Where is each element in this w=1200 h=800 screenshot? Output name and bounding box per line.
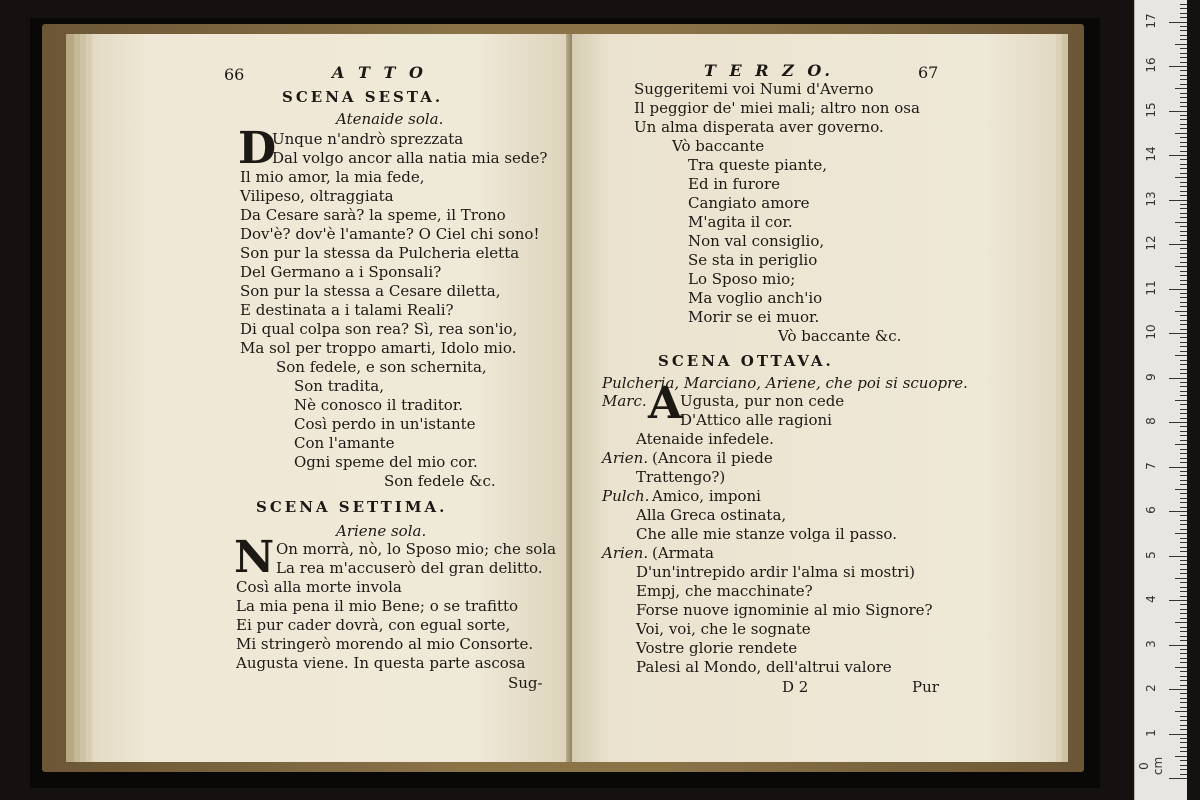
ruler-number: 8 bbox=[1144, 417, 1158, 425]
ruler-tick bbox=[1180, 760, 1187, 761]
ruler-tick bbox=[1180, 262, 1187, 263]
ruler-tick bbox=[1180, 716, 1187, 717]
ruler-tick bbox=[1180, 186, 1187, 187]
ruler-tick bbox=[1180, 195, 1187, 196]
ruler-tick bbox=[1180, 119, 1187, 120]
aria-line: Cangiato amore bbox=[688, 194, 810, 212]
aria-line: Son fedele, e son schernita, bbox=[276, 358, 487, 376]
aria-line: Ma voglio anch'io bbox=[688, 289, 823, 307]
ruler-tick bbox=[1180, 302, 1187, 303]
ruler-tick bbox=[1180, 493, 1187, 494]
ruler-tick bbox=[1175, 177, 1187, 178]
ruler-tick bbox=[1180, 484, 1187, 485]
aria-line: Così perdo in un'istante bbox=[294, 415, 476, 433]
scene6-title: SCENA SESTA. bbox=[282, 88, 444, 106]
scene7-line: Augusta viene. In questa parte ascosa bbox=[236, 654, 526, 672]
ruler-tick bbox=[1180, 231, 1187, 232]
ruler-number: 14 bbox=[1144, 146, 1158, 162]
ruler-tick bbox=[1180, 676, 1187, 677]
left-catchword: Sug- bbox=[508, 674, 543, 692]
ruler-tick bbox=[1180, 649, 1187, 650]
ruler-number: 4 bbox=[1144, 595, 1158, 603]
dialogue-line: Trattengo?) bbox=[636, 468, 726, 486]
ruler-tick bbox=[1180, 542, 1187, 543]
ruler-tick bbox=[1180, 507, 1187, 508]
ruler-tick bbox=[1180, 671, 1187, 672]
ruler-tick bbox=[1180, 351, 1187, 352]
ruler-tick bbox=[1180, 591, 1187, 592]
scene8-cast: Pulcheria, Marciano, Ariene, che poi si scuopre. bbox=[602, 374, 968, 392]
aria-line: Tra queste piante, bbox=[688, 156, 828, 174]
scene6-line: E destinata a i talami Reali? bbox=[240, 301, 454, 319]
ruler-tick bbox=[1180, 280, 1187, 281]
ruler-tick bbox=[1180, 115, 1187, 116]
ruler-tick bbox=[1175, 355, 1187, 356]
ruler-tick bbox=[1180, 373, 1187, 374]
ruler-tick bbox=[1180, 248, 1187, 249]
ruler-tick bbox=[1180, 653, 1187, 654]
ruler-tick bbox=[1169, 689, 1187, 690]
ruler-tick bbox=[1180, 418, 1187, 419]
ruler-tick bbox=[1180, 658, 1187, 659]
ruler-tick bbox=[1169, 600, 1187, 601]
dialogue-line: Amico, imponi bbox=[652, 487, 761, 505]
ruler-number: 2 bbox=[1144, 684, 1158, 692]
ruler-tick bbox=[1180, 520, 1187, 521]
ruler-tick bbox=[1180, 53, 1187, 54]
ruler-tick bbox=[1180, 569, 1187, 570]
ruler-tick bbox=[1180, 435, 1187, 436]
ruler-tick bbox=[1169, 734, 1187, 735]
ruler-tick bbox=[1180, 498, 1187, 499]
ruler-tick bbox=[1180, 680, 1187, 681]
aria-line: Vò baccante bbox=[672, 137, 765, 155]
ruler-tick bbox=[1180, 226, 1187, 227]
ruler-tick bbox=[1180, 257, 1187, 258]
ruler-tick bbox=[1169, 333, 1187, 334]
ruler-tick bbox=[1180, 613, 1187, 614]
scene6-line: Vilipeso, oltraggiata bbox=[240, 187, 394, 205]
ruler-number: 5 bbox=[1144, 550, 1158, 559]
ruler-tick bbox=[1175, 444, 1187, 445]
scene7-line: La mia pena il mio Bene; o se trafitto bbox=[236, 597, 519, 615]
ruler-tick bbox=[1169, 22, 1187, 23]
ruler-tick bbox=[1180, 475, 1187, 476]
dialogue-line: Empj, che macchinate? bbox=[636, 582, 813, 600]
scene6-line: Son pur la stessa da Pulcheria eletta bbox=[240, 244, 520, 262]
ruler-tick bbox=[1180, 471, 1187, 472]
right-running-head: T E R Z O. bbox=[704, 61, 834, 80]
ruler-tick bbox=[1169, 155, 1187, 156]
ruler-tick bbox=[1175, 44, 1187, 45]
ruler-tick bbox=[1180, 346, 1187, 347]
ruler-tick bbox=[1180, 587, 1187, 588]
ruler-tick bbox=[1175, 489, 1187, 490]
aria-line: Non val consiglio, bbox=[688, 232, 825, 250]
ruler-tick bbox=[1169, 200, 1187, 201]
speaker-arien: Arien. bbox=[602, 449, 649, 467]
ruler-tick bbox=[1180, 609, 1187, 610]
ruler-tick bbox=[1180, 275, 1187, 276]
ruler-tick bbox=[1180, 124, 1187, 125]
ruler-tick bbox=[1180, 191, 1187, 192]
ruler-tick bbox=[1169, 556, 1187, 557]
ruler-tick bbox=[1180, 128, 1187, 129]
aria-line: M'agita il cor. bbox=[688, 213, 793, 231]
ruler-tick bbox=[1180, 564, 1187, 565]
ruler-tick bbox=[1180, 769, 1187, 770]
aria-refrain: Son fedele &c. bbox=[384, 472, 496, 490]
dialogue-line: Alla Greca ostinata, bbox=[636, 506, 787, 524]
ruler-tick bbox=[1180, 137, 1187, 138]
ruler-number: 15 bbox=[1144, 101, 1158, 118]
verse-line: Il peggior de' miei mali; altro non osa bbox=[634, 99, 920, 117]
ruler-tick bbox=[1180, 720, 1187, 721]
ruler-number: 7 bbox=[1144, 461, 1158, 470]
ruler-tick bbox=[1180, 35, 1187, 36]
left-page bbox=[92, 34, 570, 762]
scene7-title: SCENA SETTIMA. bbox=[256, 498, 448, 516]
ruler-number: 10 bbox=[1144, 324, 1158, 340]
ruler-tick bbox=[1180, 573, 1187, 574]
ruler-tick bbox=[1180, 515, 1187, 516]
ruler-tick bbox=[1180, 84, 1187, 85]
ruler-tick bbox=[1180, 382, 1187, 383]
ruler-number: 13 bbox=[1144, 190, 1158, 207]
scene7-speaker: Ariene sola. bbox=[336, 522, 427, 540]
ruler-tick bbox=[1180, 204, 1187, 205]
ruler-tick bbox=[1169, 111, 1187, 112]
ruler-tick bbox=[1180, 271, 1187, 272]
ruler-tick bbox=[1180, 337, 1187, 338]
scene7-line: Mi stringerò morendo al mio Consorte. bbox=[236, 635, 534, 653]
ruler-number: 11 bbox=[1144, 279, 1158, 296]
speaker-pulch: Pulch. bbox=[602, 487, 650, 505]
dialogue-line: Voi, voi, che le sognate bbox=[636, 620, 811, 638]
ruler-tick bbox=[1180, 774, 1187, 775]
ruler-tick bbox=[1180, 13, 1187, 14]
ruler-tick bbox=[1180, 182, 1187, 183]
aria-line: Con l'amante bbox=[294, 434, 395, 452]
ruler-tick bbox=[1180, 440, 1187, 441]
ruler-tick bbox=[1180, 342, 1187, 343]
ruler-number: 9 bbox=[1144, 372, 1158, 381]
scene8-title: SCENA OTTAVA. bbox=[658, 352, 834, 370]
ruler-tick bbox=[1175, 311, 1187, 312]
measuring-ruler bbox=[1134, 0, 1187, 800]
ruler-tick bbox=[1180, 631, 1187, 632]
scene7-drop-cap: N bbox=[234, 532, 275, 583]
ruler-tick bbox=[1180, 751, 1187, 752]
ruler-tick bbox=[1180, 502, 1187, 503]
ruler-tick bbox=[1180, 449, 1187, 450]
ruler-tick bbox=[1180, 146, 1187, 147]
scene7-line: On morrà, nò, lo Sposo mio; che sola bbox=[276, 540, 557, 558]
ruler-tick bbox=[1180, 297, 1187, 298]
ruler-tick bbox=[1180, 524, 1187, 525]
ruler-tick bbox=[1180, 431, 1187, 432]
ruler-tick bbox=[1180, 151, 1187, 152]
ruler-tick bbox=[1180, 395, 1187, 396]
ruler-tick bbox=[1169, 467, 1187, 468]
scene7-line: Così alla morte involа bbox=[236, 578, 402, 596]
ruler-tick bbox=[1180, 538, 1187, 539]
ruler-tick bbox=[1180, 159, 1187, 160]
ruler-tick bbox=[1180, 306, 1187, 307]
aria-line: Morir se ei muor. bbox=[688, 308, 820, 326]
ruler-tick bbox=[1180, 8, 1187, 9]
verse-line: Suggeritemi voi Numi d'Averno bbox=[634, 80, 874, 98]
ruler-tick bbox=[1180, 386, 1187, 387]
ruler-tick bbox=[1180, 324, 1187, 325]
signature-mark: D 2 bbox=[782, 678, 809, 696]
ruler-tick bbox=[1175, 533, 1187, 534]
ruler-tick bbox=[1180, 240, 1187, 241]
ruler-number: 1 bbox=[1144, 728, 1158, 737]
ruler-tick bbox=[1180, 79, 1187, 80]
ruler-tick bbox=[1180, 235, 1187, 236]
ruler-tick bbox=[1180, 698, 1187, 699]
aria-line: Son tradita, bbox=[294, 377, 385, 395]
ruler-number: 17 bbox=[1144, 12, 1158, 29]
ruler-tick bbox=[1180, 413, 1187, 414]
scene6-line: Da Cesare sarà? la speme, il Trono bbox=[240, 206, 506, 224]
scene6-line: Del Germano a i Sponsali? bbox=[240, 263, 442, 281]
ruler-tick bbox=[1180, 453, 1187, 454]
ruler-tick bbox=[1180, 173, 1187, 174]
ruler-tick bbox=[1180, 164, 1187, 165]
ruler-tick bbox=[1169, 422, 1187, 423]
scene6-line: Di qual colpa son rea? Sì, rea son'io, bbox=[240, 320, 518, 338]
ruler-tick bbox=[1175, 756, 1187, 757]
ruler-tick bbox=[1180, 729, 1187, 730]
ruler-tick bbox=[1180, 662, 1187, 663]
scene6-drop-cap: D bbox=[238, 123, 277, 174]
ruler-tick bbox=[1180, 293, 1187, 294]
ruler-tick bbox=[1180, 75, 1187, 76]
aria-refrain: Vò baccante &c. bbox=[778, 327, 902, 345]
ruler-tick bbox=[1180, 685, 1187, 686]
ruler-tick bbox=[1180, 57, 1187, 58]
ruler-tick bbox=[1180, 529, 1187, 530]
scene6-speaker: Atenaide sola. bbox=[336, 110, 444, 128]
aria-line: Ogni speme del mio cor. bbox=[294, 453, 478, 471]
ruler-tick bbox=[1180, 604, 1187, 605]
ruler-tick bbox=[1180, 329, 1187, 330]
ruler-unit-label: 0 cm bbox=[1137, 756, 1165, 776]
ruler-tick bbox=[1180, 26, 1187, 27]
ruler-tick bbox=[1180, 168, 1187, 169]
ruler-tick bbox=[1169, 511, 1187, 512]
ruler-tick bbox=[1180, 618, 1187, 619]
ruler-tick bbox=[1175, 400, 1187, 401]
scene6-line: Dov'è? dov'è l'amante? O Ciel chi sono! bbox=[240, 225, 540, 243]
dialogue-line: (Armata bbox=[652, 544, 714, 562]
ruler-tick bbox=[1175, 222, 1187, 223]
ruler-tick bbox=[1180, 70, 1187, 71]
ruler-tick bbox=[1180, 747, 1187, 748]
ruler-tick bbox=[1180, 582, 1187, 583]
dialogue-line: Vostre glorie rendete bbox=[636, 639, 798, 657]
ruler-tick bbox=[1180, 253, 1187, 254]
ruler-number: 12 bbox=[1144, 235, 1158, 251]
ruler-tick bbox=[1180, 17, 1187, 18]
ruler-tick bbox=[1180, 725, 1187, 726]
ruler-tick bbox=[1180, 458, 1187, 459]
ruler-tick bbox=[1180, 315, 1187, 316]
ruler-tick bbox=[1180, 97, 1187, 98]
ruler-tick bbox=[1180, 213, 1187, 214]
ruler-tick bbox=[1180, 391, 1187, 392]
right-page bbox=[572, 34, 1056, 762]
ruler-tick bbox=[1180, 369, 1187, 370]
ruler-tick bbox=[1169, 378, 1187, 379]
scene6-line: Son pur la stessa a Cesare diletta, bbox=[240, 282, 501, 300]
ruler-tick bbox=[1175, 711, 1187, 712]
ruler-tick bbox=[1180, 284, 1187, 285]
ruler-tick bbox=[1180, 742, 1187, 743]
ruler-tick bbox=[1180, 640, 1187, 641]
ruler-tick bbox=[1180, 106, 1187, 107]
dialogue-line: Palesi al Mondo, dell'altrui valore bbox=[636, 658, 892, 676]
ruler-tick bbox=[1175, 88, 1187, 89]
dialogue-line: Ugusta, pur non cede bbox=[680, 392, 845, 410]
ruler-tick bbox=[1180, 48, 1187, 49]
ruler-tick bbox=[1180, 765, 1187, 766]
ruler-tick bbox=[1175, 133, 1187, 134]
ruler-tick bbox=[1180, 364, 1187, 365]
ruler-tick bbox=[1175, 667, 1187, 668]
ruler-tick bbox=[1180, 4, 1187, 5]
right-page-number: 67 bbox=[918, 63, 939, 82]
ruler-tick bbox=[1180, 320, 1187, 321]
ruler-tick bbox=[1180, 702, 1187, 703]
ruler-tick bbox=[1169, 66, 1187, 67]
dialogue-line: Forse nuove ignominie al mio Signore? bbox=[636, 601, 933, 619]
scene8-drop-cap: A bbox=[648, 378, 683, 429]
ruler-tick bbox=[1180, 627, 1187, 628]
ruler-tick bbox=[1180, 404, 1187, 405]
ruler-tick bbox=[1180, 30, 1187, 31]
ruler-tick bbox=[1180, 360, 1187, 361]
dialogue-line: (Ancora il piede bbox=[652, 449, 773, 467]
ruler-tick bbox=[1175, 266, 1187, 267]
ruler-tick bbox=[1180, 208, 1187, 209]
ruler-tick bbox=[1180, 636, 1187, 637]
ruler-number: 16 bbox=[1144, 57, 1158, 73]
ruler-tick bbox=[1180, 142, 1187, 143]
ruler-tick bbox=[1169, 778, 1187, 779]
left-page-number: 66 bbox=[224, 65, 245, 84]
ruler-tick bbox=[1180, 39, 1187, 40]
aria-line: Nè conosco il traditor. bbox=[294, 396, 464, 414]
dialogue-line: Atenaide infedele. bbox=[636, 430, 774, 448]
ruler-tick bbox=[1180, 93, 1187, 94]
ruler-tick bbox=[1180, 426, 1187, 427]
ruler-tick bbox=[1180, 551, 1187, 552]
scene7-line: La rea m'accuserò del gran delitto. bbox=[276, 559, 543, 577]
scene7-line: Ei pur cader dovrà, con egual sorte, bbox=[236, 616, 511, 634]
ruler-tick bbox=[1169, 289, 1187, 290]
ruler-tick bbox=[1175, 622, 1187, 623]
aria-line: Lo Sposo mio; bbox=[688, 270, 796, 288]
ruler-tick bbox=[1180, 560, 1187, 561]
left-running-head: A T T O bbox=[332, 63, 427, 82]
right-catchword: Pur bbox=[912, 678, 939, 696]
ruler-tick bbox=[1169, 244, 1187, 245]
aria-line: Se sta in periglio bbox=[688, 251, 818, 269]
scene6-line: Il mio amor, la mia fede, bbox=[240, 168, 425, 186]
ruler-number: 6 bbox=[1144, 506, 1158, 514]
ruler-tick bbox=[1169, 645, 1187, 646]
ruler-tick bbox=[1180, 738, 1187, 739]
ruler-tick bbox=[1180, 693, 1187, 694]
ruler-tick bbox=[1180, 62, 1187, 63]
verse-line: Un alma disperata aver governo. bbox=[634, 118, 884, 136]
ruler-tick bbox=[1180, 462, 1187, 463]
ruler-tick bbox=[1180, 217, 1187, 218]
scene6-line: Ma sol per troppo amarti, Idolo mio. bbox=[240, 339, 517, 357]
ruler-tick bbox=[1180, 707, 1187, 708]
dialogue-line: D'Attico alle ragioni bbox=[680, 411, 832, 429]
aria-line: Ed in furore bbox=[688, 175, 781, 193]
ruler-tick bbox=[1180, 547, 1187, 548]
dialogue-line: D'un'intrepido ardir l'alma si mostri) bbox=[636, 563, 916, 581]
speaker-arien-2: Arien. bbox=[602, 544, 649, 562]
ruler-tick bbox=[1180, 102, 1187, 103]
ruler-tick bbox=[1180, 409, 1187, 410]
speaker-marc: Marc. bbox=[602, 392, 647, 410]
ruler-tick bbox=[1180, 480, 1187, 481]
scene6-line: Unque n'andrò sprezzata bbox=[272, 130, 464, 148]
ruler-number: 3 bbox=[1144, 639, 1158, 648]
scene6-line: Dal volgo ancor alla natia mia sede? bbox=[272, 149, 548, 167]
ruler-tick bbox=[1175, 578, 1187, 579]
dialogue-line: Che alle mie stanze volga il passo. bbox=[636, 525, 897, 543]
ruler-tick bbox=[1180, 596, 1187, 597]
